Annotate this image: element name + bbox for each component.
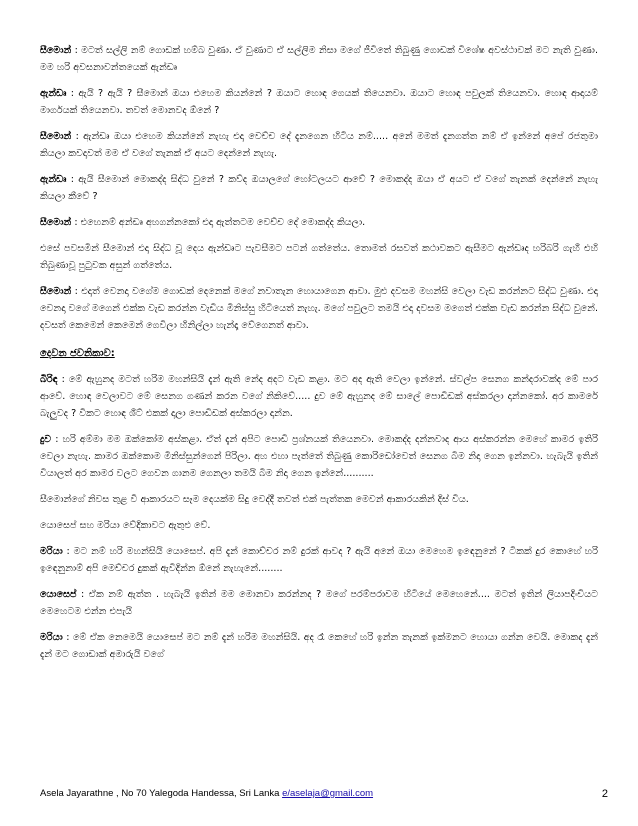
paragraph-text: : මටත් සල්ලි නම් ගොඩක් හම්බ වුණා. ඒ වුණාට ඒ සල්ලිම නිසා මගේ ජීවිතේ තිබුණු ගොඩක් විශේෂ අවස්ථාවක් මට නැති වුණා. මම හරි අවසනාවන්තයෙක් ඇන්ඩෘ xyxy=(40,45,598,73)
paragraph xyxy=(40,586,598,620)
paragraph-text: : එහෙනම් අන්ඩෘ අහගන්නකෝ එදා ඇත්තටම වෙච්ච දේ මොකද්ද කියලා. xyxy=(71,217,366,228)
paragraph xyxy=(40,42,598,76)
paragraph xyxy=(40,517,598,534)
paragraph-text: : මේ ඒක නෙමෙයි යොසෙප් මට නම් දැන් හරිම මහන්සියි. අද රෑ කෙහේ හරි ඉන්න තැනක් ඉක්මනට හොයා ගන්න වෙයි. මොකද දැන් දැන් මට ගොඩාක් අමාරුයි වගේ xyxy=(40,632,598,660)
dialogue-section-two xyxy=(40,371,598,663)
speaker-name: සීමොන් xyxy=(40,45,72,56)
speaker-name: සීමොන් xyxy=(40,286,72,297)
paragraph xyxy=(40,543,598,577)
speaker-name: යොසෙප් xyxy=(40,589,77,600)
paragraph-text: : ඇයි සීමොන් මොකද්ද සිද්ධ වුනේ ? කව්ද ඔයාලගේ හෝටලයට ආවේ ? මොකද්ද ඔයා ඒ අයට ඒ වගේ තැනක් දෙන්නේ නැහැ කියලා කීවේ ? xyxy=(40,174,598,202)
paragraph-text: : මට නම් හරි මහන්සියි යොසෙප්. අපි දැන් කොච්චර නම් දුරක් ආවද ? ඇයි අනේ ඔයා මෙහෙම ඉඳෙනුනේ ? ටිකක් දුර කොහේ හරි ඉඳෙනුනාම් අපි මෙච්චර දුකක් ඇවිදින්න ඕනේ නැහැනේ........ xyxy=(40,546,598,574)
paragraph xyxy=(40,171,598,205)
speaker-name: බිරිඳ xyxy=(40,374,58,385)
paragraph-text: : ඇන්ඩෘ ඔයා එහෙම කියන්නේ නැහැ එදා වෙච්ච දේ දැනගෙන හිටිය නම්..... අනේ මමත් දැනගත්ත නම් ඒ ඉන්නේ අපේ රජතුමා කියලා කවදාවත් මම ඒ වගේ තැනක් ඒ අයට දෙන්නේ නැහැ. xyxy=(40,131,598,159)
paragraph-text: සීමොන්ගේ නිවස තුළ වී ආකාරයට සෑම දෙයක්ම සිදු වෙද්දී තවත් එක් පැත්තක මෙවන් ආකාරයකින් දිස් විය. xyxy=(40,494,469,505)
speaker-name: සීමොන් xyxy=(40,217,72,228)
speaker-name: දුව xyxy=(40,434,52,445)
dialogue-section-one xyxy=(40,42,598,334)
page-footer xyxy=(40,786,608,802)
page-number: 2 xyxy=(601,788,608,800)
paragraph-text: : ඇයි ? ඇයි ? සීමොන් ඔයා එහෙම කියන්නේ ? ඔයාට හොඳ ගෙයක් තියෙනවා. ඔයාට හොඳ පවුලක් තියෙනවා. හොඳ ආදායම් මාර්ගයක් තියෙනවා. තවත් මොනවද ඕනේ ? xyxy=(40,88,598,116)
paragraph xyxy=(40,240,598,274)
paragraph-text: යොසෙප් සහ මරියා වේදිකාවට ඇතුළු වේ. xyxy=(40,520,211,531)
paragraph-text: : එදාත් වෙනදා වගේම ගොඩක් දෙනෙක් මගේ නවාතැන හොයාගෙන ආවා. මුළු දවසම මහන්සි වෙලා වැඩ කරන්නට සිද්ධ වුණා. එදා වෙනදා වගේ මගෙන් එක්ක වැඩ කරන්න වැඩිය මිනිස්සු හිටියෙත් නැහැ. මගේ පවුලට තමයි එදා දවසම මගෙත් එක්ක වැඩ කරන්න සිද්ධ වුනේ. දවසත් කෙමෙන් කෙමෙන් ගෙවිලා හිනිල්ලා හැන්දෑ වේගෙනත් ආවා. xyxy=(40,286,598,331)
speaker-name: සීමොන් xyxy=(40,131,72,142)
paragraph xyxy=(40,629,598,663)
speaker-name: ඇන්ඩෘ xyxy=(40,88,67,99)
paragraph-text: එසේ පවසමින් සීමොන් එදා සිද්ධ වූ දෙය ඇන්ඩෘට පැවසීමට පටන් ගත්තේය. තොමත් රසවත් කථාවකට ඇසීමට ඇන්ඩෘද හරිබරි ගැහී එහි තිබුණාවූ පුටුවක අසුන් ගත්තේය. xyxy=(40,243,598,271)
paragraph xyxy=(40,85,598,119)
paragraph-text: : හරි අම්මා මම ඔක්කෝම අස්කළා. ඒත් දැන් අපිට පොඩි ප්‍රශ්නයක් තියෙනවා. මොකද්ද දන්නවාද ආය අස්කරන්න මෙහේ කාමර ඉතිරි වෙලා නැහැ. කාමර ඔක්කොම මිනිස්සුන්ගෙන් පිරිලා. අහ එහා පැත්තේ තිබුණු කොරිඩෝවෙත් සෙනග බිම නිදා ගෙන ඉන්නවා. හැබැයි ඉතින් වියාලත් අර කාමර වලට ගෙවන ගානම ගෙනලා තමයි බිම නිදා ගෙන ඉන්නේ.......... xyxy=(40,434,598,479)
paragraph xyxy=(40,214,598,231)
section-heading: දෙවන ජවනිකාව: xyxy=(40,348,115,359)
paragraph-text: : මේ ඇහුනද මටත් හරිම මහන්සියි දැන් ඇති නේද අදට වැඩ කළා. මට අද ඇති වෙලා ඉන්නේ. ස්වල්ප සෙනග කන්දරාවක්ද මේ පාර ආවේ. හොඳ වෙලාවට මේ සෙනග ගණන් කරන වගේ නිකිවේ..... දුව මේ ඇහුනද මේ සාලේ පොඩිඩක් අස්කරලා දාන්නකෝ. අර කාමරේ බැලුවද ? වීකට හොඳ ශීට් එකක් දාලා පොඩිඩක් අස්කරලා දාන්න. xyxy=(40,374,598,419)
paragraph xyxy=(40,431,598,482)
speaker-name: මරියා xyxy=(40,546,63,557)
footer-author-line xyxy=(40,786,373,802)
paragraph xyxy=(40,371,598,422)
paragraph xyxy=(40,128,598,162)
footer-address: Asela Jayarathne , No 70 Yalegoda Handessa, Sri Lanka xyxy=(40,788,283,799)
paragraph xyxy=(40,283,598,334)
speaker-name: ඇන්ඩෘ xyxy=(40,174,67,185)
paragraph xyxy=(40,491,598,508)
paragraph-text: : ඒක නම් ඇත්ත . හැබැයි ඉතින් මම මොනවා කරන්නද ? මගේ පරම්පරාවම හිටියේ මෙහෙනේ.... මටත් ඉතින් ලියාපදිංචියට මෙහෙටම එන්න එපැයි xyxy=(40,589,598,617)
footer-email-link[interactable]: e/aselaja@gmail.com xyxy=(282,788,374,799)
speaker-name: මරියා xyxy=(40,632,63,643)
